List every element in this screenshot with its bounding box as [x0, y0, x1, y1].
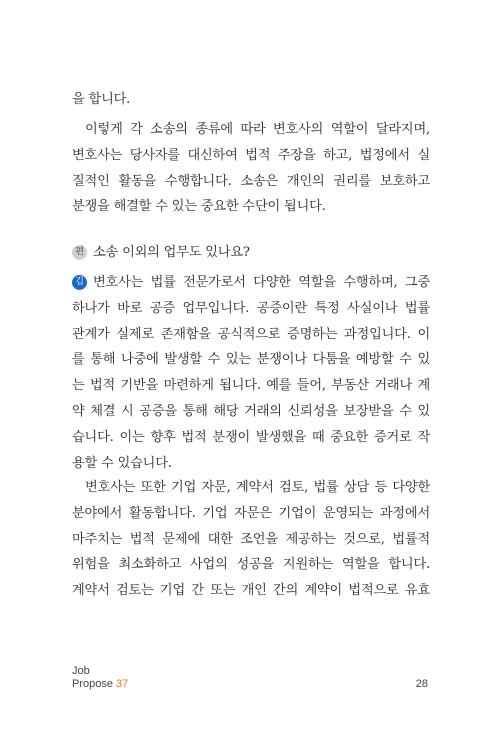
text-line: 를 통해 나중에 발생할 수 있는 분쟁이나 다툼을 예방할 수 있 — [72, 352, 430, 368]
series-line-1: Job — [72, 665, 90, 677]
text-line: 분야에서 활동합니다. 기업 자문은 기업이 운영되는 과정에서 — [72, 505, 430, 521]
series-line-2: Propose — [72, 678, 113, 690]
interview-question — [72, 240, 430, 266]
text-line: 을 합니다. — [72, 92, 131, 107]
paragraph-roles — [72, 117, 430, 220]
text-line: 습니다. 이는 향후 법적 분쟁이 발생했을 때 중요한 증거로 작 — [72, 429, 430, 445]
text-line: 질적인 활동을 수행합니다. 소송은 개인의 권리를 보호하고 — [72, 173, 430, 189]
series-label — [72, 665, 128, 691]
text-line: 이렇게 각 소송의 종류에 따라 변호사의 역할이 달라지며, — [85, 122, 430, 137]
series-number: 37 — [116, 678, 129, 690]
text-line: 계약서 검토는 기업 간 또는 개인 간의 계약이 법적으로 유효 — [72, 583, 430, 599]
text-line: 용할 수 있습니다. — [72, 455, 172, 471]
text-line: 분쟁을 해결할 수 있는 중요한 수단이 됩니다. — [72, 199, 326, 215]
question-text: 소송 이외의 업무도 있나요? — [93, 245, 250, 260]
text-line: 약 체결 시 공증을 통해 해당 거래의 신뢰성을 보장받을 수 있 — [72, 403, 430, 419]
text-line: 관계가 실제로 존재함을 공식적으로 증명하는 과정입니다. 이 — [72, 326, 430, 342]
text-line: 는 법적 기반을 마련하게 됩니다. 예를 들어, 부동산 거래나 계 — [72, 378, 430, 394]
text-line: 하나가 바로 공증 업무입니다. 공증이란 특정 사실이나 법률 — [72, 300, 430, 316]
text-line: 변호사는 법률 전문가로서 다양한 역할을 수행하며, 그중 — [93, 275, 430, 290]
paragraph-continuation — [72, 87, 430, 113]
text-line: 변호사는 당사자를 대신하여 법적 주장을 하고, 법정에서 실 — [72, 147, 430, 163]
text-line: 위험을 최소화하고 사업의 성공을 지원하는 역할을 합니다. — [72, 557, 430, 573]
interviewer-marker-icon: 편 — [72, 245, 87, 260]
respondent-marker-icon: 김 — [72, 275, 87, 290]
paragraph-other-work — [72, 475, 430, 604]
interview-answer — [72, 270, 430, 476]
page-number: 28 — [415, 678, 428, 690]
text-line: 변호사는 또한 기업 자문, 계약서 검토, 법률 상담 등 다양한 — [85, 480, 430, 495]
text-line: 마주치는 법적 문제에 대한 조언을 제공하는 것으로, 법률적 — [72, 531, 430, 547]
